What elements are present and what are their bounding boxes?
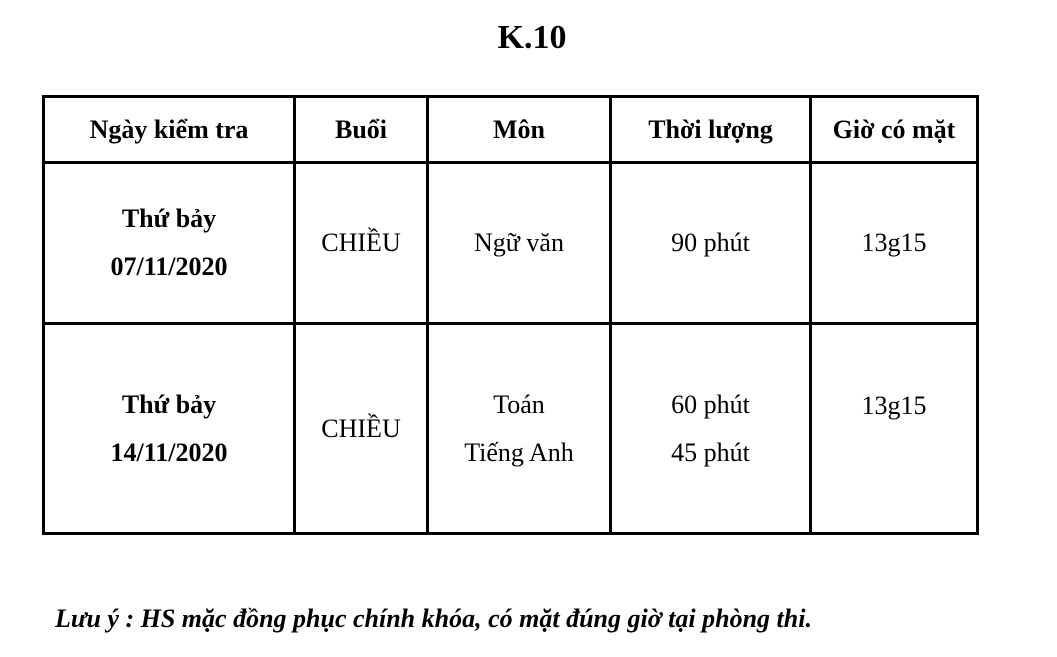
exam-date: 07/11/2020 — [110, 252, 228, 281]
column-header-session: Buổi — [295, 97, 428, 163]
duration-value: 45 phút — [671, 437, 750, 467]
column-header-subject: Môn — [428, 97, 611, 163]
exam-date-cell — [44, 324, 295, 534]
table-header-row — [44, 97, 978, 163]
subject-cell — [428, 163, 611, 324]
exam-date: 14/11/2020 — [110, 437, 228, 467]
subject-cell — [428, 324, 611, 534]
exam-day: Thứ bảy — [121, 204, 217, 233]
arrival-time-cell: 13g15 — [811, 163, 978, 324]
table-row — [44, 324, 978, 534]
footer-note: Lưu ý : HS mặc đồng phục chính khóa, có mặt đúng giờ tại phòng thi. — [55, 604, 812, 633]
exam-schedule-table — [42, 95, 979, 535]
duration-cell — [611, 324, 811, 534]
table-row — [44, 163, 978, 324]
subject-name: Ngữ văn — [474, 228, 564, 257]
duration-value: 60 phút — [671, 389, 750, 419]
exam-day: Thứ bảy — [121, 389, 217, 419]
column-header-date: Ngày kiểm tra — [44, 97, 295, 163]
subject-name: Tiếng Anh — [464, 437, 574, 467]
arrival-time-cell: 13g15 — [811, 324, 978, 534]
session-cell: CHIỀU — [295, 163, 428, 324]
duration-cell — [611, 163, 811, 324]
page-title: K.10 — [497, 19, 567, 56]
column-header-duration: Thời lượng — [611, 97, 811, 163]
exam-date-cell — [44, 163, 295, 324]
column-header-arrival-time: Giờ có mặt — [811, 97, 978, 163]
session-cell: CHIỀU — [295, 324, 428, 534]
subject-name: Toán — [493, 389, 545, 419]
duration-value: 90 phút — [671, 228, 750, 257]
